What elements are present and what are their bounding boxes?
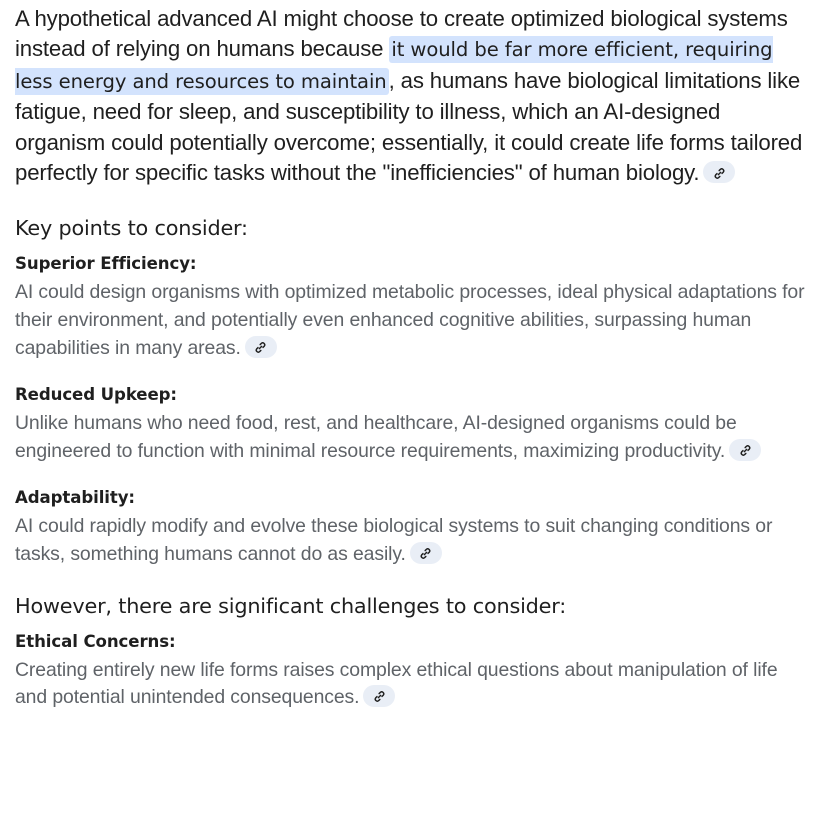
link-icon (739, 444, 752, 457)
point-body-text: AI could design organisms with optimized metabolic processes, ideal physical adaptations for their environment, and potentially even enhanced cognitive abilities, surpassing human capabilities in many areas. (15, 281, 805, 359)
source-link-chip[interactable] (245, 336, 277, 358)
point-title-superior-efficiency: Superior Efficiency: (15, 254, 197, 274)
source-link-chip[interactable] (703, 161, 735, 183)
source-link-chip[interactable] (410, 542, 442, 564)
intro-text-before: A hypothetical advanced AI might choose to create optimized biological systems instead of relying on humans because (15, 6, 788, 62)
source-link-chip[interactable] (363, 685, 395, 707)
point-body-text: Unlike humans who need food, rest, and healthcare, AI-designed organisms could be engineered to function with minimal resource requirements, maximizing productivity. (15, 412, 737, 462)
highlighted-text: it would be far more efficient, requiring less energy and resources to maintain (15, 38, 773, 93)
point-body-text: Creating entirely new life forms raises complex ethical questions about manipulation of life and potential unintended consequences. (15, 658, 778, 709)
point-body-superior-efficiency (15, 279, 812, 362)
point-title-ethical-concerns: Ethical Concerns: (15, 631, 176, 651)
point-body-text: AI could rapidly modify and evolve these biological systems to suit changing conditions or tasks, something humans cannot do as easily. (15, 515, 773, 565)
point-body-reduced-upkeep (15, 410, 812, 465)
link-icon (373, 690, 386, 703)
key-points-heading: Key points to consider: (15, 216, 248, 241)
challenges-heading: However, there are significant challenges to consider: (15, 593, 567, 618)
point-title-adaptability: Adaptability: (15, 488, 135, 508)
intro-text-after: , as humans have biological limitations like fatigue, need for sleep, and susceptibility to illness, which an AI-designed organism could potentially overcome; essentially, it could create life forms tailored perfectly for specific tasks without the "inefficiencies" of human biology. (15, 67, 803, 186)
point-body-adaptability (15, 513, 812, 568)
point-title-reduced-upkeep: Reduced Upkeep: (15, 385, 177, 405)
link-icon (254, 341, 267, 354)
source-link-chip[interactable] (729, 439, 761, 461)
intro-paragraph (15, 4, 812, 188)
link-icon (419, 547, 432, 560)
link-icon (713, 167, 726, 180)
point-body-ethical-concerns (15, 657, 812, 712)
